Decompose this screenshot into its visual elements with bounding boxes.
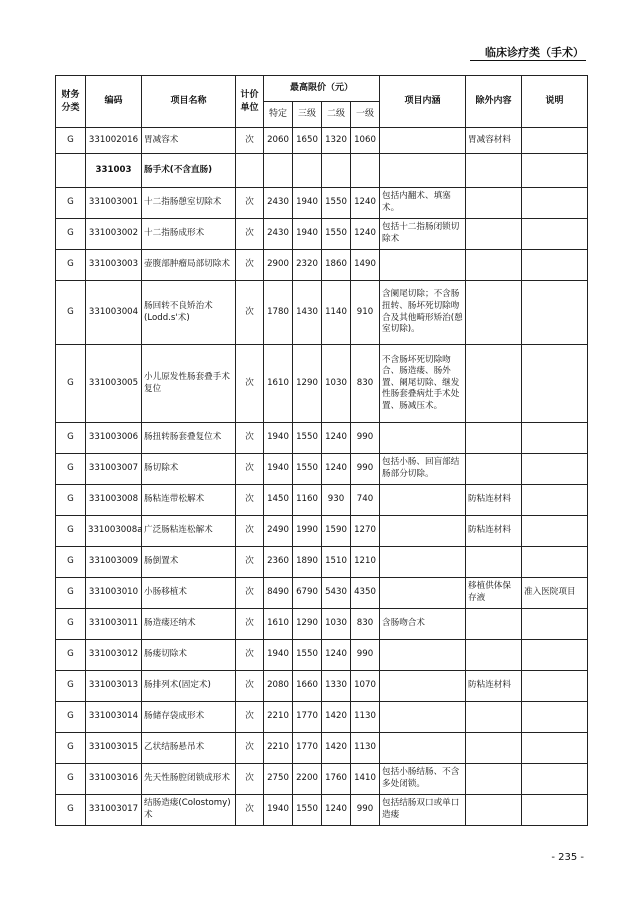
cell-note bbox=[522, 733, 588, 764]
page-header-title: 临床诊疗类（手术） bbox=[485, 46, 584, 59]
cell-code: 331003008a bbox=[86, 516, 142, 547]
cell-note bbox=[522, 281, 588, 345]
cell-code: 331003003 bbox=[86, 250, 142, 281]
cell-price-level2: 1140 bbox=[322, 281, 351, 345]
header-price-group: 最高限价（元） bbox=[264, 76, 380, 102]
cell-price-level3: 1550 bbox=[293, 423, 322, 454]
cell-note bbox=[522, 764, 588, 795]
cell-excluded bbox=[466, 764, 522, 795]
cell-price-special: 8490 bbox=[264, 578, 293, 609]
table-row bbox=[56, 764, 588, 795]
cell-price-special: 1450 bbox=[264, 485, 293, 516]
cell-content bbox=[380, 485, 466, 516]
cell-price-special: 2080 bbox=[264, 671, 293, 702]
cell-price-level1: 1070 bbox=[351, 671, 380, 702]
cell-name: 先天性肠腔闭锁成形术 bbox=[142, 764, 236, 795]
cell-price-level2: 1860 bbox=[322, 250, 351, 281]
cell-price-level2: 1420 bbox=[322, 702, 351, 733]
cell-price-level3: 1940 bbox=[293, 219, 322, 250]
cell-excluded: 防粘连材料 bbox=[466, 516, 522, 547]
cell-code: 331003014 bbox=[86, 702, 142, 733]
cell-code: 331003 bbox=[86, 154, 142, 188]
cell-category: G bbox=[56, 547, 86, 578]
cell-name: 肠粘连带松解术 bbox=[142, 485, 236, 516]
cell-note bbox=[522, 154, 588, 188]
cell-price-level1: 1240 bbox=[351, 219, 380, 250]
cell-price-special: 1940 bbox=[264, 795, 293, 826]
cell-price-level2: 1590 bbox=[322, 516, 351, 547]
cell-note bbox=[522, 547, 588, 578]
cell-note bbox=[522, 219, 588, 250]
cell-category: G bbox=[56, 578, 86, 609]
cell-name: 肠瘘切除术 bbox=[142, 640, 236, 671]
cell-price-level3: 1550 bbox=[293, 454, 322, 485]
header-special: 特定 bbox=[264, 102, 293, 128]
cell-unit: 次 bbox=[236, 795, 264, 826]
cell-unit: 次 bbox=[236, 733, 264, 764]
cell-excluded: 防粘连材料 bbox=[466, 671, 522, 702]
cell-excluded bbox=[466, 454, 522, 485]
cell-price-level2: 1030 bbox=[322, 609, 351, 640]
cell-unit: 次 bbox=[236, 578, 264, 609]
cell-content bbox=[380, 671, 466, 702]
cell-code: 331003007 bbox=[86, 454, 142, 485]
cell-price-special: 2060 bbox=[264, 128, 293, 154]
cell-price-special: 2430 bbox=[264, 219, 293, 250]
cell-unit: 次 bbox=[236, 609, 264, 640]
header-excluded: 除外内容 bbox=[466, 76, 522, 128]
cell-price-level3: 1160 bbox=[293, 485, 322, 516]
table-row bbox=[56, 795, 588, 826]
cell-name: 十二指肠憩室切除术 bbox=[142, 188, 236, 219]
cell-name: 肠手术(不含直肠) bbox=[142, 154, 236, 188]
table-row bbox=[56, 128, 588, 154]
header-code: 编码 bbox=[86, 76, 142, 128]
cell-price-level3: 1290 bbox=[293, 609, 322, 640]
cell-code: 331003015 bbox=[86, 733, 142, 764]
cell-price-level2: 1760 bbox=[322, 764, 351, 795]
cell-price-level2: 5430 bbox=[322, 578, 351, 609]
cell-price-special: 2210 bbox=[264, 702, 293, 733]
header-level1: 一级 bbox=[351, 102, 380, 128]
cell-name: 广泛肠粘连松解术 bbox=[142, 516, 236, 547]
cell-note: 准入医院项目 bbox=[522, 578, 588, 609]
cell-unit: 次 bbox=[236, 485, 264, 516]
cell-price-special: 1940 bbox=[264, 454, 293, 485]
cell-content: 包括十二指肠闭锁切除术 bbox=[380, 219, 466, 250]
cell-price-level3: 1890 bbox=[293, 547, 322, 578]
cell-price-level1: 1240 bbox=[351, 188, 380, 219]
cell-code: 331003002 bbox=[86, 219, 142, 250]
cell-unit: 次 bbox=[236, 454, 264, 485]
cell-excluded bbox=[466, 702, 522, 733]
table-row bbox=[56, 640, 588, 671]
cell-name: 十二指肠成形术 bbox=[142, 219, 236, 250]
cell-note bbox=[522, 454, 588, 485]
cell-price-special: 1940 bbox=[264, 640, 293, 671]
table-row bbox=[56, 578, 588, 609]
cell-excluded: 移植供体保存液 bbox=[466, 578, 522, 609]
cell-price-level3: 2200 bbox=[293, 764, 322, 795]
cell-price-level2: 930 bbox=[322, 485, 351, 516]
cell-name: 乙状结肠悬吊术 bbox=[142, 733, 236, 764]
cell-price-level3: 2320 bbox=[293, 250, 322, 281]
cell-name: 结肠造瘘(Colostomy)术 bbox=[142, 795, 236, 826]
cell-price-level1: 910 bbox=[351, 281, 380, 345]
cell-price-level3: 1770 bbox=[293, 733, 322, 764]
cell-note bbox=[522, 516, 588, 547]
cell-unit: 次 bbox=[236, 128, 264, 154]
cell-price-level1: 1130 bbox=[351, 733, 380, 764]
cell-category: G bbox=[56, 250, 86, 281]
cell-price-special: 1780 bbox=[264, 281, 293, 345]
cell-content: 含肠吻合术 bbox=[380, 609, 466, 640]
cell-price-special: 1610 bbox=[264, 345, 293, 423]
cell-note bbox=[522, 795, 588, 826]
cell-excluded bbox=[466, 281, 522, 345]
cell-category: G bbox=[56, 219, 86, 250]
cell-category: G bbox=[56, 485, 86, 516]
cell-excluded bbox=[466, 423, 522, 454]
table-row bbox=[56, 609, 588, 640]
cell-name: 肠造瘘还纳术 bbox=[142, 609, 236, 640]
cell-price-level2: 1320 bbox=[322, 128, 351, 154]
cell-unit: 次 bbox=[236, 219, 264, 250]
table-row bbox=[56, 485, 588, 516]
cell-note bbox=[522, 188, 588, 219]
cell-name: 小肠移植术 bbox=[142, 578, 236, 609]
cell-content: 含阑尾切除；不含肠扭转、肠坏死切除吻合及其他畸形矫治(憩室切除)。 bbox=[380, 281, 466, 345]
cell-name: 壶腹部肿瘤局部切除术 bbox=[142, 250, 236, 281]
cell-price-level1: 740 bbox=[351, 485, 380, 516]
cell-content bbox=[380, 733, 466, 764]
cell-price-level3: 1940 bbox=[293, 188, 322, 219]
cell-note bbox=[522, 485, 588, 516]
table-row bbox=[56, 188, 588, 219]
cell-name: 小儿原发性肠套叠手术复位 bbox=[142, 345, 236, 423]
cell-price-level3: 1550 bbox=[293, 640, 322, 671]
cell-unit: 次 bbox=[236, 345, 264, 423]
table-row bbox=[56, 423, 588, 454]
cell-unit: 次 bbox=[236, 281, 264, 345]
cell-code: 331003008 bbox=[86, 485, 142, 516]
cell-price-level1: 830 bbox=[351, 345, 380, 423]
header-name: 项目名称 bbox=[142, 76, 236, 128]
cell-category: G bbox=[56, 423, 86, 454]
cell-category: G bbox=[56, 454, 86, 485]
cell-price-level1 bbox=[351, 154, 380, 188]
cell-category: G bbox=[56, 281, 86, 345]
cell-price-level2: 1330 bbox=[322, 671, 351, 702]
cell-content bbox=[380, 702, 466, 733]
cell-price-level3 bbox=[293, 154, 322, 188]
cell-content bbox=[380, 547, 466, 578]
cell-unit: 次 bbox=[236, 423, 264, 454]
cell-price-level2: 1240 bbox=[322, 423, 351, 454]
header-level3: 三级 bbox=[293, 102, 322, 128]
cell-price-level2: 1030 bbox=[322, 345, 351, 423]
cell-unit: 次 bbox=[236, 188, 264, 219]
cell-price-special: 2750 bbox=[264, 764, 293, 795]
cell-code: 331003004 bbox=[86, 281, 142, 345]
cell-price-level2: 1240 bbox=[322, 454, 351, 485]
cell-excluded bbox=[466, 547, 522, 578]
cell-name: 肠切除术 bbox=[142, 454, 236, 485]
cell-excluded bbox=[466, 609, 522, 640]
cell-price-level1: 990 bbox=[351, 640, 380, 671]
cell-price-special: 1610 bbox=[264, 609, 293, 640]
cell-price-level3: 1290 bbox=[293, 345, 322, 423]
table-row bbox=[56, 219, 588, 250]
table-row bbox=[56, 250, 588, 281]
cell-note bbox=[522, 345, 588, 423]
cell-excluded bbox=[466, 188, 522, 219]
header-content: 项目内涵 bbox=[380, 76, 466, 128]
cell-code: 331003001 bbox=[86, 188, 142, 219]
cell-code: 331003005 bbox=[86, 345, 142, 423]
cell-price-level2: 1550 bbox=[322, 219, 351, 250]
cell-content: 包括小肠、回盲部结肠部分切除。 bbox=[380, 454, 466, 485]
cell-price-level3: 1550 bbox=[293, 795, 322, 826]
cell-content bbox=[380, 423, 466, 454]
cell-note bbox=[522, 250, 588, 281]
cell-content bbox=[380, 578, 466, 609]
cell-price-special: 1940 bbox=[264, 423, 293, 454]
cell-unit bbox=[236, 154, 264, 188]
header-unit: 计价单位 bbox=[236, 76, 264, 128]
cell-price-level1: 1410 bbox=[351, 764, 380, 795]
cell-category: G bbox=[56, 640, 86, 671]
cell-excluded: 防粘连材料 bbox=[466, 485, 522, 516]
table-row bbox=[56, 154, 588, 188]
table-row bbox=[56, 547, 588, 578]
cell-price-special bbox=[264, 154, 293, 188]
cell-price-special: 2210 bbox=[264, 733, 293, 764]
cell-excluded bbox=[466, 345, 522, 423]
page-number: - 235 - bbox=[551, 852, 584, 863]
cell-name: 肠排列术(固定术) bbox=[142, 671, 236, 702]
cell-price-level1: 1210 bbox=[351, 547, 380, 578]
cell-content: 包括内翻术、填塞术。 bbox=[380, 188, 466, 219]
cell-note bbox=[522, 702, 588, 733]
cell-code: 331003012 bbox=[86, 640, 142, 671]
cell-code: 331003017 bbox=[86, 795, 142, 826]
cell-price-level1: 990 bbox=[351, 423, 380, 454]
cell-category: G bbox=[56, 795, 86, 826]
cell-content: 包括小肠结肠、不含多处闭锁。 bbox=[380, 764, 466, 795]
cell-content: 包括结肠双口或单口造瘘 bbox=[380, 795, 466, 826]
cell-content bbox=[380, 128, 466, 154]
cell-unit: 次 bbox=[236, 764, 264, 795]
cell-unit: 次 bbox=[236, 547, 264, 578]
cell-price-level2 bbox=[322, 154, 351, 188]
cell-price-level2: 1240 bbox=[322, 795, 351, 826]
cell-price-level1: 1270 bbox=[351, 516, 380, 547]
cell-category: G bbox=[56, 671, 86, 702]
cell-price-level3: 6790 bbox=[293, 578, 322, 609]
cell-code: 331003009 bbox=[86, 547, 142, 578]
cell-content bbox=[380, 516, 466, 547]
price-table bbox=[55, 75, 588, 826]
cell-code: 331003010 bbox=[86, 578, 142, 609]
cell-content bbox=[380, 640, 466, 671]
cell-category: G bbox=[56, 188, 86, 219]
cell-price-level3: 1990 bbox=[293, 516, 322, 547]
table-row bbox=[56, 702, 588, 733]
cell-category: G bbox=[56, 345, 86, 423]
cell-price-special: 2430 bbox=[264, 188, 293, 219]
cell-unit: 次 bbox=[236, 640, 264, 671]
header-rule bbox=[470, 60, 586, 61]
cell-name: 肠倒置术 bbox=[142, 547, 236, 578]
cell-note bbox=[522, 609, 588, 640]
cell-price-level2: 1550 bbox=[322, 188, 351, 219]
cell-content bbox=[380, 154, 466, 188]
cell-unit: 次 bbox=[236, 702, 264, 733]
header-level2: 二级 bbox=[322, 102, 351, 128]
cell-excluded bbox=[466, 219, 522, 250]
cell-name: 肠回转不良矫治术(Lodd.s'术) bbox=[142, 281, 236, 345]
table-row bbox=[56, 733, 588, 764]
cell-note bbox=[522, 671, 588, 702]
cell-category: G bbox=[56, 516, 86, 547]
cell-price-level1: 1130 bbox=[351, 702, 380, 733]
cell-category bbox=[56, 154, 86, 188]
cell-category: G bbox=[56, 733, 86, 764]
cell-excluded bbox=[466, 640, 522, 671]
cell-content: 不含肠坏死切除吻合、肠造瘘、肠外置、阑尾切除、继发性肠套叠病灶手术处置、肠减压术。 bbox=[380, 345, 466, 423]
cell-category: G bbox=[56, 764, 86, 795]
cell-unit: 次 bbox=[236, 671, 264, 702]
cell-name: 肠储存袋成形术 bbox=[142, 702, 236, 733]
table-row bbox=[56, 281, 588, 345]
table-row bbox=[56, 671, 588, 702]
cell-code: 331003006 bbox=[86, 423, 142, 454]
cell-note bbox=[522, 128, 588, 154]
cell-unit: 次 bbox=[236, 250, 264, 281]
header-note: 说明 bbox=[522, 76, 588, 128]
cell-price-level1: 1490 bbox=[351, 250, 380, 281]
cell-excluded bbox=[466, 733, 522, 764]
cell-category: G bbox=[56, 128, 86, 154]
cell-name: 肠扭转肠套叠复位术 bbox=[142, 423, 236, 454]
cell-price-level1: 4350 bbox=[351, 578, 380, 609]
cell-code: 331003016 bbox=[86, 764, 142, 795]
header-category: 财务分类 bbox=[56, 76, 86, 128]
cell-price-level2: 1240 bbox=[322, 640, 351, 671]
table-row bbox=[56, 454, 588, 485]
cell-content bbox=[380, 250, 466, 281]
cell-name: 胃减容术 bbox=[142, 128, 236, 154]
cell-price-level2: 1510 bbox=[322, 547, 351, 578]
cell-note bbox=[522, 640, 588, 671]
cell-category: G bbox=[56, 702, 86, 733]
cell-price-special: 2900 bbox=[264, 250, 293, 281]
table-row bbox=[56, 345, 588, 423]
table-row bbox=[56, 516, 588, 547]
cell-excluded bbox=[466, 154, 522, 188]
cell-excluded bbox=[466, 250, 522, 281]
cell-price-special: 2360 bbox=[264, 547, 293, 578]
cell-price-level3: 1430 bbox=[293, 281, 322, 345]
cell-excluded: 胃减容材料 bbox=[466, 128, 522, 154]
cell-unit: 次 bbox=[236, 516, 264, 547]
cell-price-level1: 830 bbox=[351, 609, 380, 640]
cell-code: 331003011 bbox=[86, 609, 142, 640]
cell-note bbox=[522, 423, 588, 454]
cell-code: 331003013 bbox=[86, 671, 142, 702]
cell-price-level1: 1060 bbox=[351, 128, 380, 154]
cell-category: G bbox=[56, 609, 86, 640]
cell-price-level3: 1650 bbox=[293, 128, 322, 154]
cell-price-level1: 990 bbox=[351, 795, 380, 826]
cell-price-level3: 1660 bbox=[293, 671, 322, 702]
cell-price-level2: 1420 bbox=[322, 733, 351, 764]
cell-code: 331002016 bbox=[86, 128, 142, 154]
cell-price-special: 2490 bbox=[264, 516, 293, 547]
cell-price-level1: 990 bbox=[351, 454, 380, 485]
cell-excluded bbox=[466, 795, 522, 826]
cell-price-level3: 1770 bbox=[293, 702, 322, 733]
